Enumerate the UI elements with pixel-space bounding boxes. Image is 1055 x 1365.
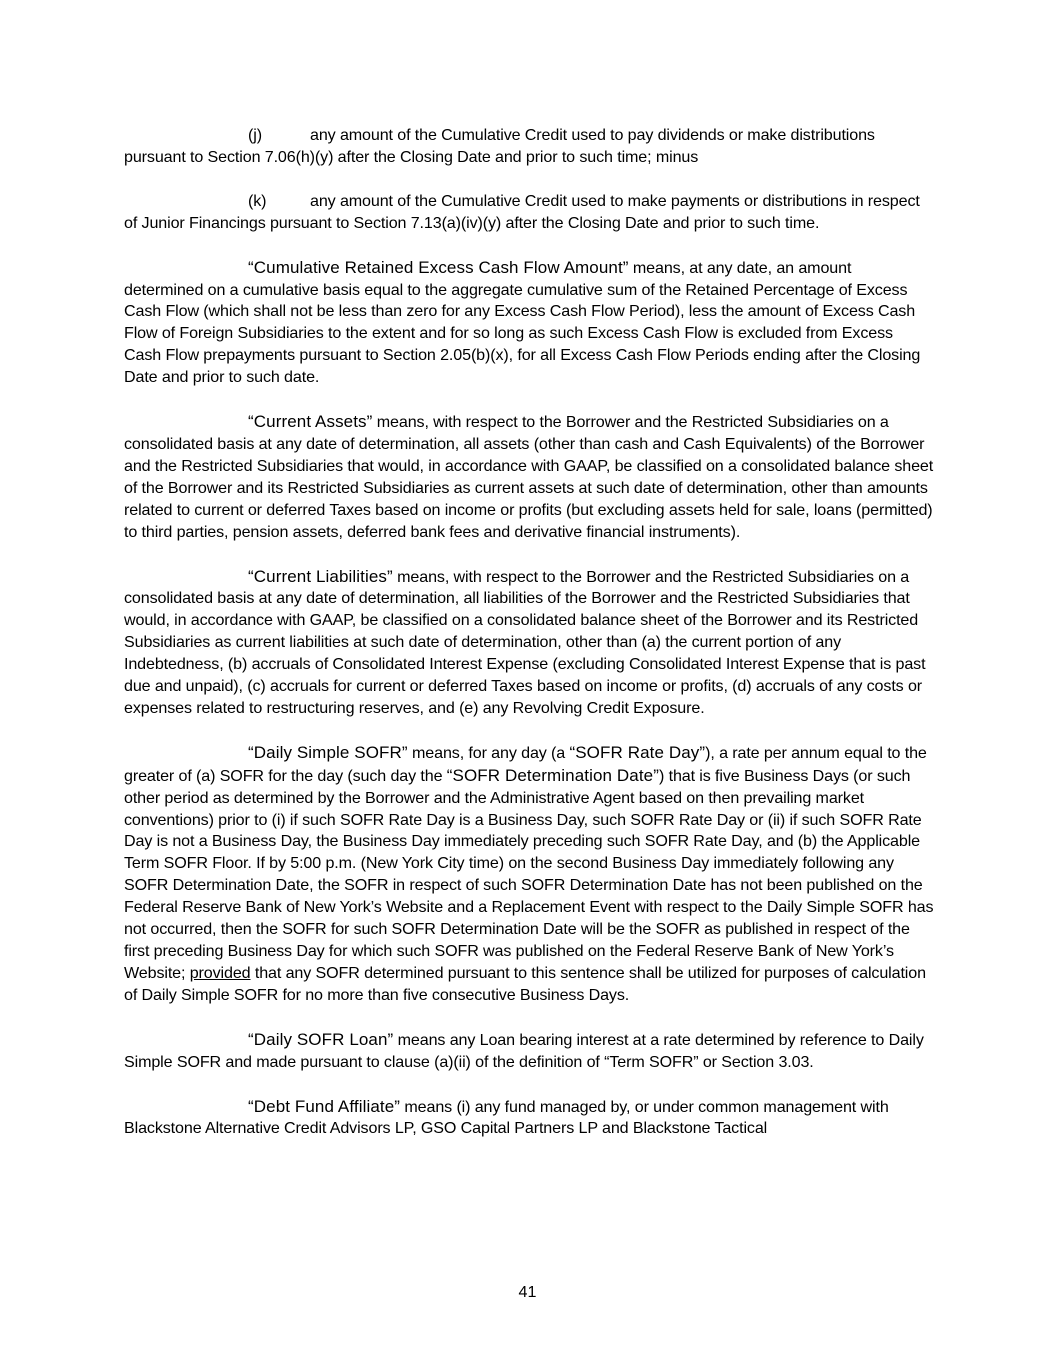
definition-current-assets xyxy=(124,411,934,543)
clause-j xyxy=(124,125,934,169)
defined-term: “Current Liabilities” xyxy=(248,566,393,586)
definition-text: means any Loan bearing interest at a rate determined by reference to Daily Simple SOFR and made pursuant to clause (a)(ii) of the definition of “Term SOFR” or Section 3.03. xyxy=(124,1030,924,1071)
definition-cumulative-retained-excess-cash-flow-amount xyxy=(124,257,934,389)
defined-term: “Debt Fund Affiliate” xyxy=(248,1096,401,1116)
definition-daily-sofr-loan xyxy=(124,1029,934,1074)
clause-label: (j) xyxy=(248,126,262,144)
page-number: 41 xyxy=(518,1283,537,1301)
clause-text: any amount of the Cumulative Credit used to pay dividends or make distributions pursuant to Section 7.06(h)(y) after the Closing Date and prior to such time; minus xyxy=(124,126,875,166)
definition-text: means, with respect to the Borrower and the Restricted Subsidiaries on a consolidated basis at any date of determination, all liabilities of the Borrower and the Restricted Subsidiaries that would, in accordance with GAAP, be classified on a consolidated balance sheet of the Borrower and its Restricted Subsidiaries as current liabilities at such date of determination, other than (a) the current portion of any Indebtedness, (b) accruals of Consolidated Interest Expense (excluding Consolidated Interest Expense that is past due and unpaid), (c) accruals for current or deferred Taxes based on income or profits, (d) accruals of any costs or expenses related to restructuring reserves, and (e) any Revolving Credit Exposure. xyxy=(124,567,926,717)
defined-term-sofr-rate-day: “SOFR Rate Day” xyxy=(569,742,706,762)
defined-term: “Current Assets” xyxy=(248,412,373,432)
definition-text: means (i) any fund managed by, or under common management with Blackstone Alternative Credit Advisors LP, GSO Capital Partners LP and Blackstone Tactical xyxy=(124,1097,889,1138)
definition-text: means, for any day (a xyxy=(407,743,570,762)
clause-text: any amount of the Cumulative Credit used to make payments or distributions in respect of Junior Financings pursuant to Section 7.13(a)(iv)(y) after the Closing Date and prior to such time. xyxy=(124,191,920,232)
document-page-body xyxy=(124,125,934,1162)
definition-debt-fund-affiliate xyxy=(124,1096,934,1141)
definition-text: means, at any date, an amount determined on a cumulative basis equal to the aggregate cumulative sum of the Retained Percentage of Excess Cash Flow (which shall not be less than zero for any Excess Cash Flow Period), less the amount of Excess Cash Flow of Foreign Subsidiaries to the extent and for so long as such Excess Cash Flow is excluded from Excess Cash Flow prepayments pursuant to Section 2.05(b)(x), for all Excess Cash Flow Periods ending after the Closing Date and prior to such date. xyxy=(124,258,921,387)
definition-text: that any SOFR determined pursuant to this sentence shall be utilized for purposes of calculation of Daily Simple SOFR for no more than five consecutive Business Days. xyxy=(124,963,926,1004)
clause-k xyxy=(124,191,934,235)
defined-term: “Daily SOFR Loan” xyxy=(248,1029,394,1049)
defined-term: “Daily Simple SOFR” xyxy=(248,742,408,762)
definition-text: means, with respect to the Borrower and the Restricted Subsidiaries on a consolidated basis at any date of determination, all assets (other than cash and Cash Equivalents) of the Borrower and the Restricted Subsidiaries that would, in accordance with GAAP, be classified on a consolidated balance sheet of the Borrower and its Restricted Subsidiaries as current assets at such date of determination, other than amounts related to current or deferred Taxes based on income or profits (but excluding assets held for sale, loans (permitted) to third parties, pension assets, deferred bank fees and derivative financial instruments). xyxy=(124,413,934,541)
clause-label: (k) xyxy=(248,191,267,210)
definition-text: ), a rate per annum equal to the greater of (a) SOFR for the day (such day the xyxy=(124,743,927,785)
definition-text: ) that is five Business Days (or such other period as determined by the Borrower and the Administrative Agent based on then prevailing market conventions) prior to (i) if such SOFR Rate Day is a Business Day, such SOFR Rate Day or (ii) if such SOFR Rate Day is not a Business Day, the Business Day immediately preceding such SOFR Rate Day, and (b) the Applicable Term SOFR Floor. If by 5:00 p.m. (New York City time) on the second Business Day immediately following any SOFR Determination Date, the SOFR in respect of such SOFR Determination Date has not been published on the Federal Reserve Bank of New York’s Website and a Replacement Event with respect to the Daily Simple SOFR has not occurred, then the SOFR for such SOFR Determination Date will be the SOFR as published in respect of the first preceding Business Day for which such SOFR was published on the Federal Reserve Bank of New York’s Website; xyxy=(124,766,934,982)
underlined-proviso: provided xyxy=(189,963,251,982)
definition-daily-simple-sofr xyxy=(124,742,934,1007)
defined-term-sofr-determination-date: “SOFR Determination Date” xyxy=(446,765,659,785)
defined-term: “Cumulative Retained Excess Cash Flow Amount” xyxy=(248,257,629,277)
definition-current-liabilities xyxy=(124,566,934,720)
